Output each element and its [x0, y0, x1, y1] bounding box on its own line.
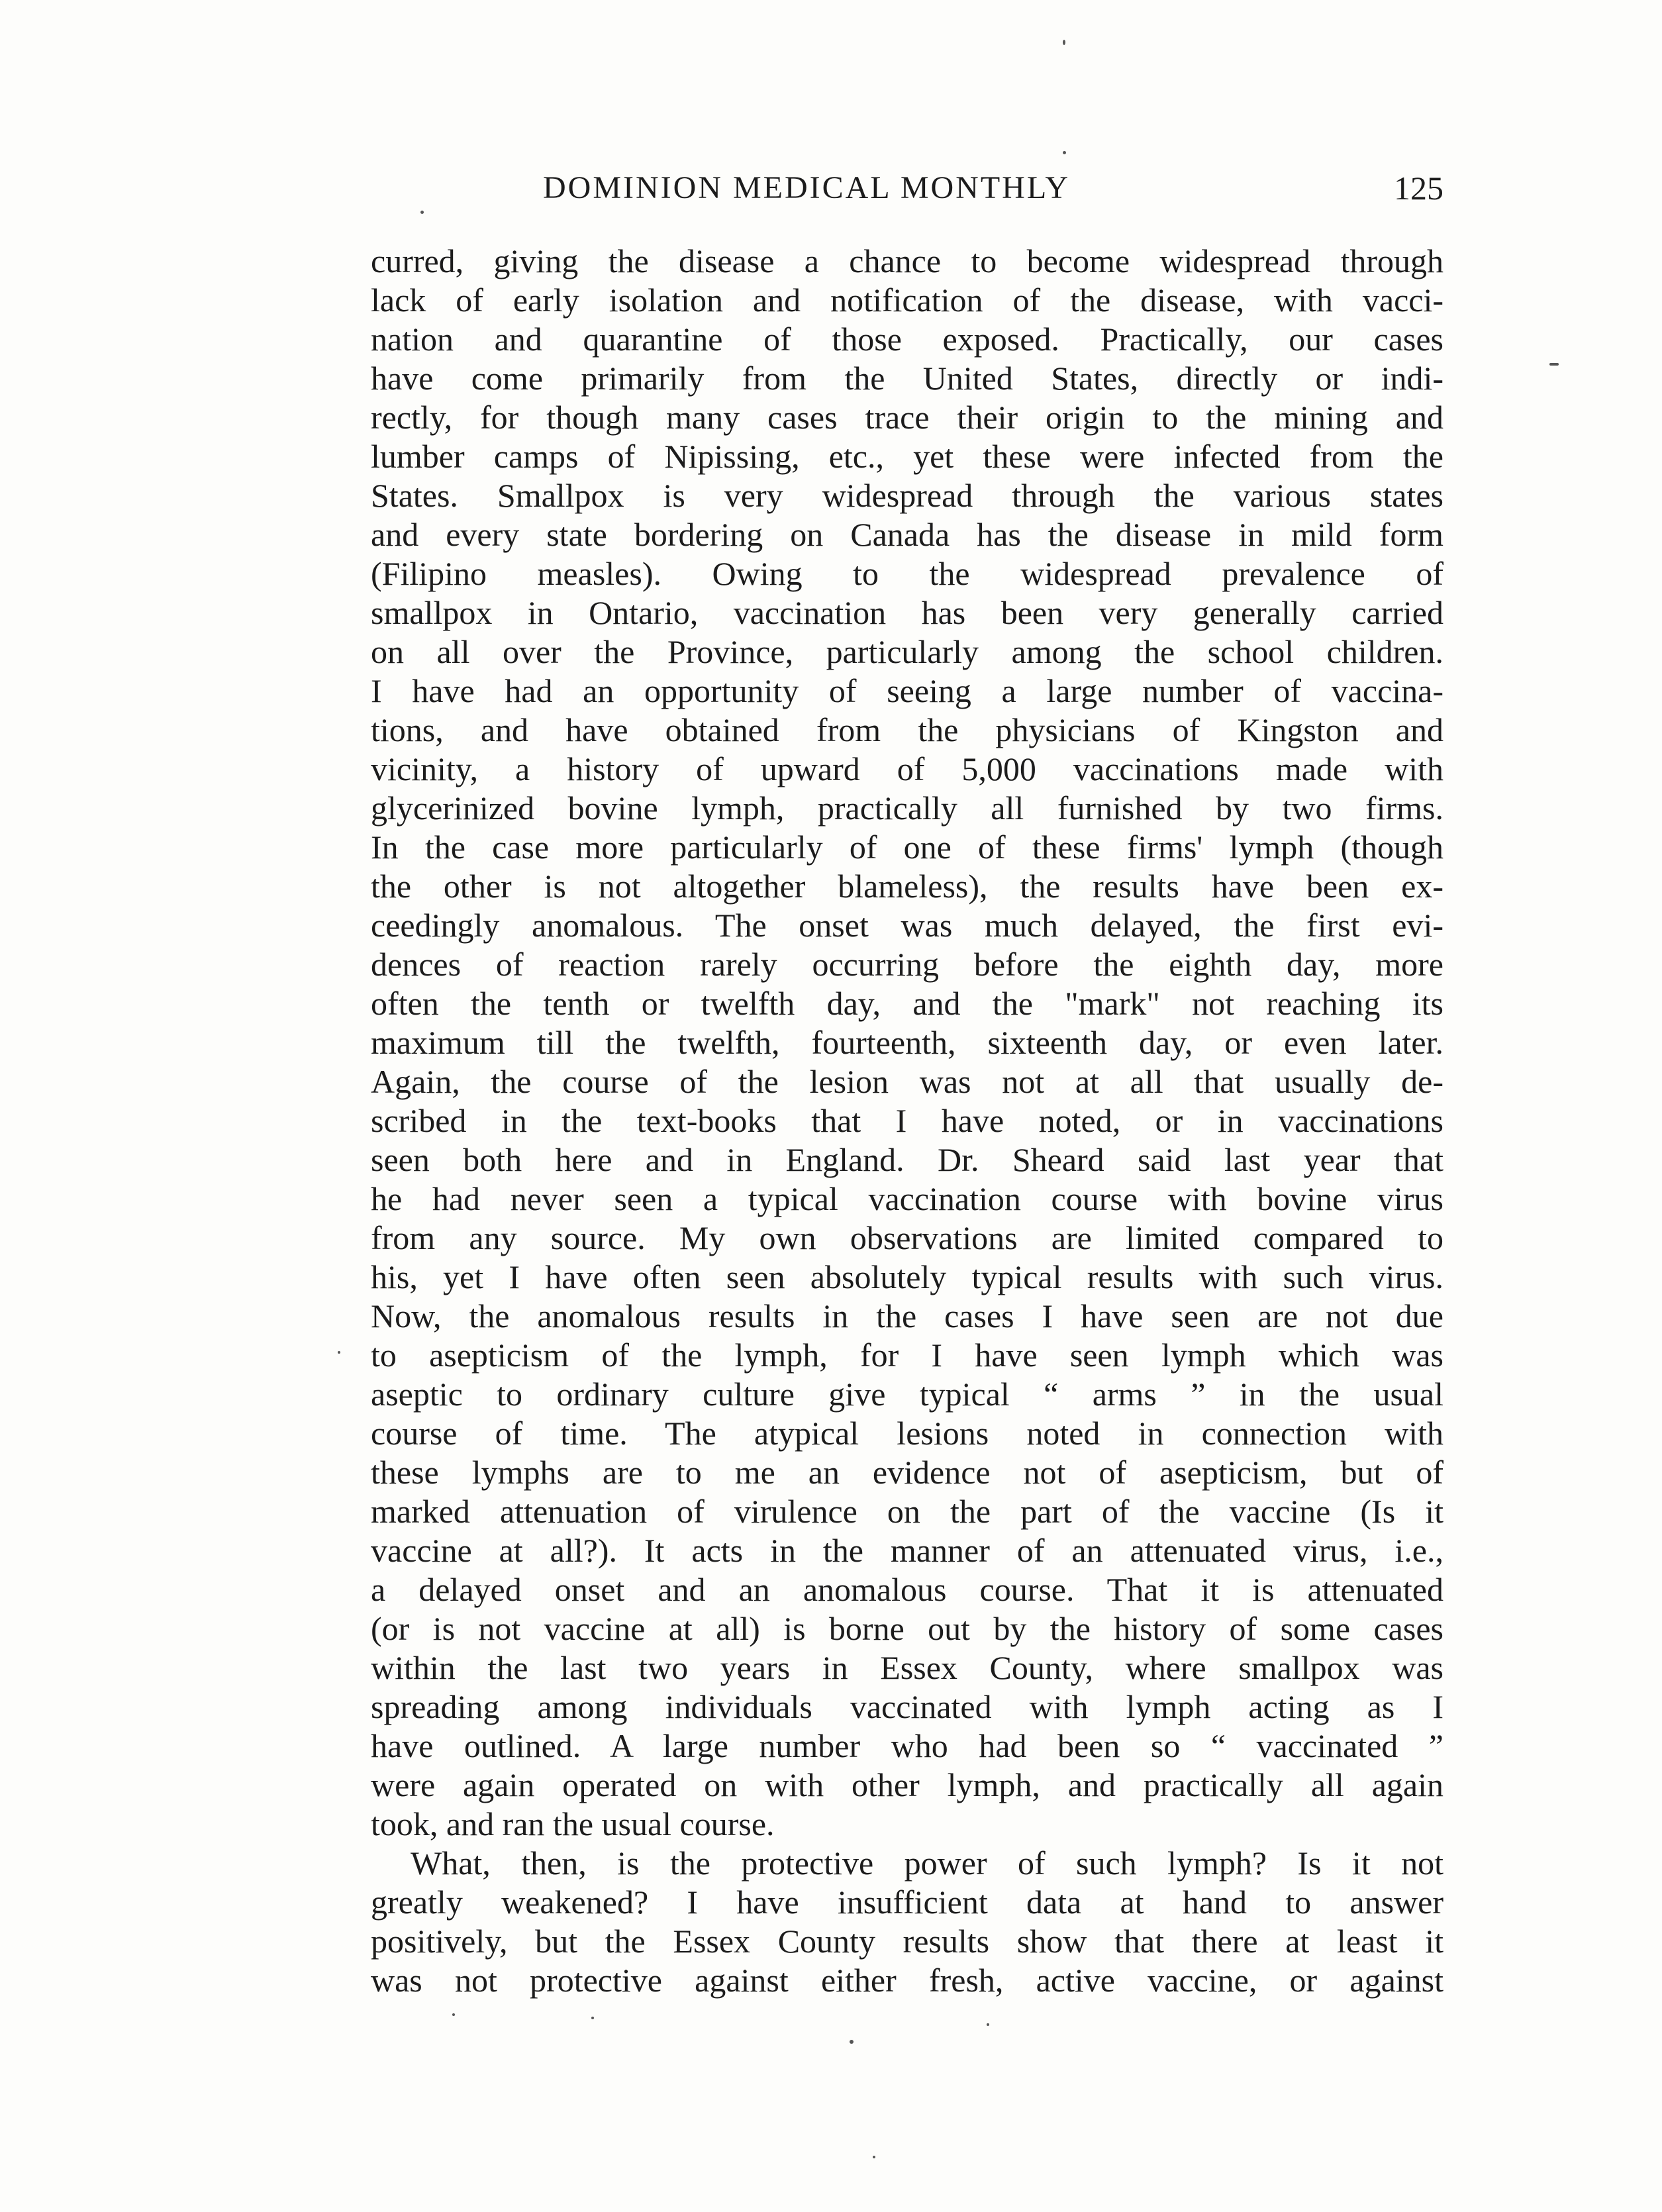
- text-line: he had never seen a typical vaccination course with bovine virus: [371, 1180, 1443, 1217]
- text-line: were again operated on with other lymph, and practically all again: [371, 1766, 1443, 1803]
- scan-speck: [873, 2156, 875, 2158]
- text-line: lack of early isolation and notification of the disease, with vacci-: [371, 281, 1443, 319]
- text-line: lumber camps of Nipissing, etc., yet these were infected from the: [371, 438, 1443, 475]
- text-line: to asepticism of the lymph, for I have seen lymph which was: [371, 1336, 1443, 1374]
- text-line: greatly weakened? I have insufficient data at hand to answer: [371, 1884, 1443, 1921]
- text-line: seen both here and in England. Dr. Sheard said last year that: [371, 1141, 1443, 1178]
- scan-speck: [420, 211, 424, 214]
- text-line: marked attenuation of virulence on the part of the vaccine (Is it: [371, 1493, 1443, 1530]
- journal-title: DOMINION MEDICAL MONTHLY: [543, 170, 1071, 205]
- text-line: scribed in the text-books that I have noted, or in vaccinations: [371, 1102, 1443, 1139]
- text-line: curred, giving the disease a chance to become widespread through: [371, 242, 1443, 279]
- text-line: have outlined. A large number who had been so “ vaccinated ”: [371, 1727, 1443, 1764]
- text-line: dences of reaction rarely occurring before the eighth day, more: [371, 946, 1443, 983]
- scan-speck: [452, 2013, 455, 2016]
- text-line: positively, but the Essex County results show that there at least it: [371, 1923, 1443, 1960]
- text-line: vicinity, a history of upward of 5,000 vaccinations made with: [371, 750, 1443, 787]
- text-line: the other is not altogether blameless), the results have been ex-: [371, 868, 1443, 905]
- text-line: course of time. The atypical lesions noted in connection with: [371, 1415, 1443, 1452]
- text-line: was not protective against either fresh, active vaccine, or against: [371, 1962, 1443, 1999]
- running-head: [371, 164, 1443, 212]
- text-line: In the case more particularly of one of these firms' lymph (though: [371, 829, 1443, 866]
- scan-speck: [987, 2023, 989, 2026]
- text-line: rectly, for though many cases trace their origin to the mining and: [371, 399, 1443, 436]
- text-line: vaccine at all?). It acts in the manner of an attenuated virus, i.e.,: [371, 1532, 1443, 1569]
- text-line: aseptic to ordinary culture give typical “ arms ” in the usual: [371, 1376, 1443, 1413]
- text-line: often the tenth or twelfth day, and the "mark" not reaching its: [371, 985, 1443, 1022]
- scan-speck: [1063, 40, 1065, 45]
- scan-speck: [1063, 151, 1066, 154]
- text-line: on all over the Province, particularly among the school children.: [371, 633, 1443, 670]
- body-text: [371, 242, 1443, 2000]
- text-line: glycerinized bovine lymph, practically all furnished by two firms.: [371, 789, 1443, 827]
- scan-speck: [591, 2017, 594, 2019]
- paragraph-end-line: took, and ran the usual course.: [371, 1805, 775, 1842]
- text-line: within the last two years in Essex County, where smallpox was: [371, 1649, 1443, 1686]
- text-line: a delayed onset and an anomalous course. That it is attenuated: [371, 1571, 1443, 1608]
- text-line: (or is not vaccine at all) is borne out by the history of some cases: [371, 1610, 1443, 1647]
- text-line: I have had an opportunity of seeing a large number of vaccina-: [371, 672, 1443, 709]
- text-line: maximum till the twelfth, fourteenth, sixteenth day, or even later.: [371, 1024, 1443, 1061]
- text-line: these lymphs are to me an evidence not of asepticism, but of: [371, 1454, 1443, 1491]
- text-line: (Filipino measles). Owing to the widespread prevalence of: [371, 555, 1443, 592]
- text-line: spreading among individuals vaccinated with lymph acting as I: [371, 1688, 1443, 1725]
- text-line: nation and quarantine of those exposed. Practically, our cases: [371, 321, 1443, 358]
- page-number: 125: [1394, 170, 1443, 207]
- scan-speck: [850, 2040, 854, 2044]
- scan-speck: [1549, 363, 1559, 366]
- text-line: Again, the course of the lesion was not at all that usually de-: [371, 1063, 1443, 1100]
- text-line: States. Smallpox is very widespread through the various states: [371, 477, 1443, 514]
- text-line: smallpox in Ontario, vaccination has been very generally carried: [371, 594, 1443, 631]
- scan-speck: [338, 1351, 340, 1354]
- text-line: have come primarily from the United States, directly or indi-: [371, 360, 1443, 397]
- text-line: and every state bordering on Canada has the disease in mild form: [371, 516, 1443, 553]
- text-line: ceedingly anomalous. The onset was much delayed, the first evi-: [371, 907, 1443, 944]
- text-line: from any source. My own observations are limited compared to: [371, 1219, 1443, 1256]
- paragraph-start-line: What, then, is the protective power of such lymph? Is it not: [411, 1844, 1443, 1882]
- text-line: Now, the anomalous results in the cases I have seen are not due: [371, 1297, 1443, 1334]
- text-line: tions, and have obtained from the physicians of Kingston and: [371, 711, 1443, 748]
- text-line: his, yet I have often seen absolutely typical results with such virus.: [371, 1258, 1443, 1295]
